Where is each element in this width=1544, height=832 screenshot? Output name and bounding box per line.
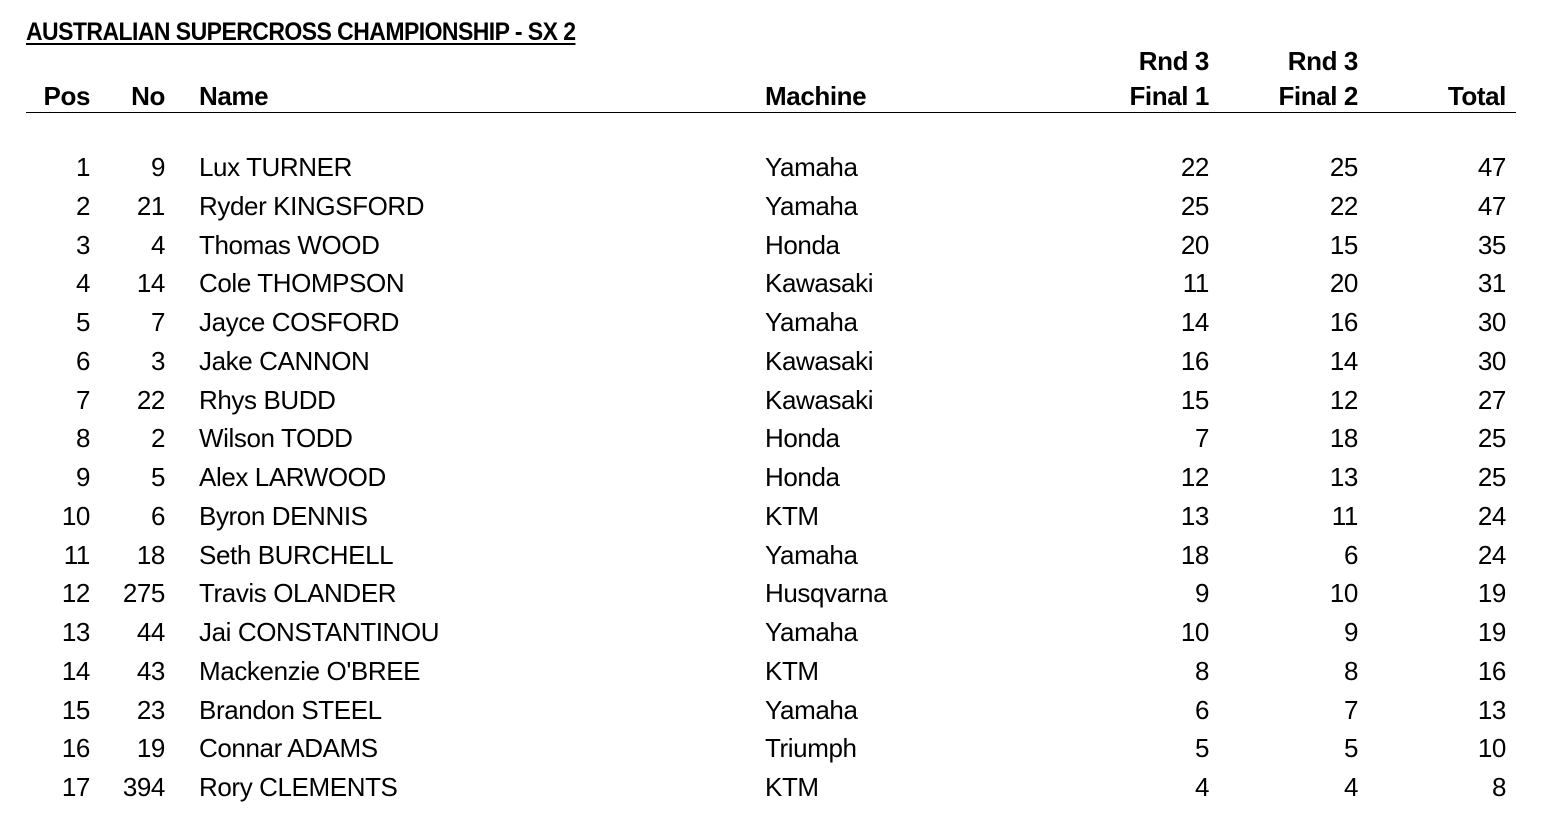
final-2-points-cell: 7 [1343, 694, 1358, 725]
position-cell: 6 [75, 345, 90, 376]
machine-cell: Yamaha [765, 190, 858, 221]
machine-cell: Triumph [765, 733, 857, 764]
position-cell: 8 [75, 423, 90, 454]
table-row [0, 574, 1544, 613]
total-points-cell: 8 [1491, 772, 1506, 802]
final-1-points-cell: 8 [1194, 655, 1209, 686]
total-points-cell: 47 [1477, 190, 1506, 221]
header-name-label: Name [199, 81, 269, 111]
header-machine [765, 79, 866, 114]
position-cell: 1 [75, 152, 90, 182]
header-final-2-round: Rnd 3 [1287, 46, 1358, 76]
header-total-label: Total [1447, 81, 1506, 111]
final-2-points-cell: 5 [1343, 733, 1358, 764]
final-1-points-cell: 9 [1194, 578, 1209, 609]
final-2-points-cell: 16 [1329, 307, 1358, 337]
machine-cell: Yamaha [765, 307, 858, 337]
table-row [0, 381, 1544, 420]
final-2-points-cell: 25 [1329, 152, 1358, 182]
table-row [0, 187, 1544, 226]
page-title: AUSTRALIAN SUPERCROSS CHAMPIONSHIP - SX 2 [26, 18, 576, 46]
rider-number-cell: 275 [122, 578, 165, 609]
position-cell: 11 [63, 539, 90, 570]
header-final-2 [1278, 44, 1358, 114]
final-1-points-cell: 15 [1180, 384, 1209, 415]
rider-name-cell: Cole THOMPSON [199, 268, 405, 299]
machine-cell: KTM [765, 500, 819, 531]
machine-cell: Honda [765, 423, 840, 454]
final-2-points-cell: 18 [1329, 423, 1358, 454]
total-points-cell: 16 [1477, 655, 1506, 686]
rider-name-cell: Brandon STEEL [199, 694, 382, 725]
table-row [0, 303, 1544, 342]
header-final-2-label: Final 2 [1278, 81, 1358, 111]
final-1-points-cell: 4 [1194, 772, 1209, 802]
final-1-points-cell: 25 [1180, 190, 1209, 221]
rider-number-cell: 23 [136, 694, 165, 725]
rider-number-cell: 5 [150, 462, 165, 492]
table-row [0, 148, 1544, 187]
total-points-cell: 30 [1477, 307, 1506, 337]
total-points-cell: 31 [1477, 268, 1506, 299]
table-row [0, 419, 1544, 458]
position-cell: 9 [75, 462, 90, 492]
final-1-points-cell: 20 [1180, 229, 1209, 260]
rider-name-cell: Connar ADAMS [199, 733, 378, 764]
header-pos [44, 79, 90, 114]
position-cell: 17 [61, 772, 90, 802]
final-1-points-cell: 11 [1182, 268, 1209, 299]
total-points-cell: 30 [1477, 345, 1506, 376]
position-cell: 10 [61, 500, 90, 531]
table-row [0, 729, 1544, 768]
rider-name-cell: Jake CANNON [199, 345, 370, 376]
table-row [0, 342, 1544, 381]
rider-number-cell: 3 [150, 345, 165, 376]
rider-number-cell: 19 [136, 733, 165, 764]
rider-name-cell: Mackenzie O'BREE [199, 655, 421, 686]
final-1-points-cell: 5 [1194, 733, 1209, 764]
position-cell: 7 [75, 384, 90, 415]
rider-number-cell: 44 [136, 617, 165, 647]
table-row [0, 613, 1544, 652]
rider-number-cell: 4 [150, 229, 165, 260]
final-2-points-cell: 8 [1343, 655, 1358, 686]
rider-number-cell: 2 [150, 423, 165, 454]
rider-number-cell: 22 [136, 384, 165, 415]
position-cell: 3 [75, 229, 90, 260]
machine-cell: Yamaha [765, 694, 858, 725]
final-1-points-cell: 12 [1180, 462, 1209, 492]
rider-number-cell: 9 [150, 152, 165, 182]
results-table [0, 148, 1544, 807]
rider-name-cell: Rhys BUDD [199, 384, 336, 415]
machine-cell: Husqvarna [765, 578, 888, 609]
final-1-points-cell: 16 [1180, 345, 1209, 376]
final-2-points-cell: 4 [1343, 772, 1358, 802]
final-1-points-cell: 14 [1180, 307, 1209, 337]
total-points-cell: 27 [1477, 384, 1506, 415]
rider-number-cell: 6 [150, 500, 165, 531]
position-cell: 2 [75, 190, 90, 221]
rider-name-cell: Jai CONSTANTINOU [199, 617, 440, 647]
final-1-points-cell: 6 [1194, 694, 1209, 725]
header-pos-label: Pos [43, 81, 90, 111]
header-final-1-label: Final 1 [1129, 81, 1209, 111]
rider-name-cell: Travis OLANDER [199, 578, 397, 609]
position-cell: 12 [61, 578, 90, 609]
final-2-points-cell: 15 [1329, 229, 1358, 260]
rider-name-cell: Byron DENNIS [199, 500, 368, 531]
rider-name-cell: Alex LARWOOD [199, 462, 386, 492]
machine-cell: Kawasaki [765, 268, 874, 299]
total-points-cell: 19 [1477, 617, 1506, 647]
position-cell: 15 [61, 694, 90, 725]
final-2-points-cell: 10 [1329, 578, 1358, 609]
table-row [0, 497, 1544, 536]
machine-cell: Honda [765, 229, 840, 260]
total-points-cell: 10 [1477, 733, 1506, 764]
table-row [0, 458, 1544, 497]
table-row [0, 691, 1544, 730]
final-1-points-cell: 7 [1194, 423, 1209, 454]
header-no [131, 79, 165, 114]
rider-name-cell: Rory CLEMENTS [199, 772, 398, 802]
final-2-points-cell: 6 [1343, 539, 1358, 570]
total-points-cell: 24 [1477, 500, 1506, 531]
header-name [199, 79, 268, 114]
rider-number-cell: 43 [136, 655, 165, 686]
machine-cell: Honda [765, 462, 840, 492]
total-points-cell: 24 [1477, 539, 1506, 570]
rider-name-cell: Lux TURNER [199, 152, 353, 182]
rider-number-cell: 18 [136, 539, 165, 570]
total-points-cell: 25 [1477, 462, 1506, 492]
final-2-points-cell: 22 [1329, 190, 1358, 221]
final-1-points-cell: 10 [1180, 617, 1209, 647]
final-2-points-cell: 11 [1331, 500, 1358, 531]
position-cell: 4 [75, 268, 90, 299]
table-row [0, 264, 1544, 303]
final-1-points-cell: 13 [1180, 500, 1209, 531]
final-2-points-cell: 12 [1329, 384, 1358, 415]
machine-cell: Yamaha [765, 539, 858, 570]
position-cell: 5 [75, 307, 90, 337]
final-2-points-cell: 20 [1329, 268, 1358, 299]
header-divider [26, 112, 1516, 113]
machine-cell: Yamaha [765, 152, 858, 182]
machine-cell: KTM [765, 655, 819, 686]
header-no-label: No [131, 81, 165, 111]
position-cell: 14 [61, 655, 90, 686]
header-final-1 [1129, 44, 1209, 114]
machine-cell: Yamaha [765, 617, 858, 647]
total-points-cell: 25 [1477, 423, 1506, 454]
total-points-cell: 13 [1477, 694, 1506, 725]
table-row [0, 536, 1544, 575]
header-total [1448, 79, 1506, 114]
machine-cell: KTM [765, 772, 819, 802]
final-2-points-cell: 13 [1329, 462, 1358, 492]
total-points-cell: 35 [1477, 229, 1506, 260]
total-points-cell: 19 [1477, 578, 1506, 609]
position-cell: 16 [61, 733, 90, 764]
table-row [0, 652, 1544, 691]
machine-cell: Kawasaki [765, 345, 874, 376]
position-cell: 13 [61, 617, 90, 647]
rider-number-cell: 14 [136, 268, 165, 299]
header-machine-label: Machine [765, 81, 867, 111]
machine-cell: Kawasaki [765, 384, 874, 415]
rider-name-cell: Ryder KINGSFORD [199, 190, 425, 221]
rider-number-cell: 21 [136, 190, 165, 221]
header-final-1-round: Rnd 3 [1138, 46, 1209, 76]
rider-name-cell: Thomas WOOD [199, 229, 380, 260]
rider-name-cell: Seth BURCHELL [199, 539, 394, 570]
rider-name-cell: Jayce COSFORD [199, 307, 399, 337]
final-1-points-cell: 22 [1180, 152, 1209, 182]
table-row [0, 226, 1544, 265]
table-row [0, 768, 1544, 807]
rider-number-cell: 394 [122, 772, 165, 802]
rider-number-cell: 7 [150, 307, 165, 337]
total-points-cell: 47 [1477, 152, 1506, 182]
final-2-points-cell: 14 [1329, 345, 1358, 376]
final-1-points-cell: 18 [1180, 539, 1209, 570]
final-2-points-cell: 9 [1343, 617, 1358, 647]
rider-name-cell: Wilson TODD [199, 423, 353, 454]
